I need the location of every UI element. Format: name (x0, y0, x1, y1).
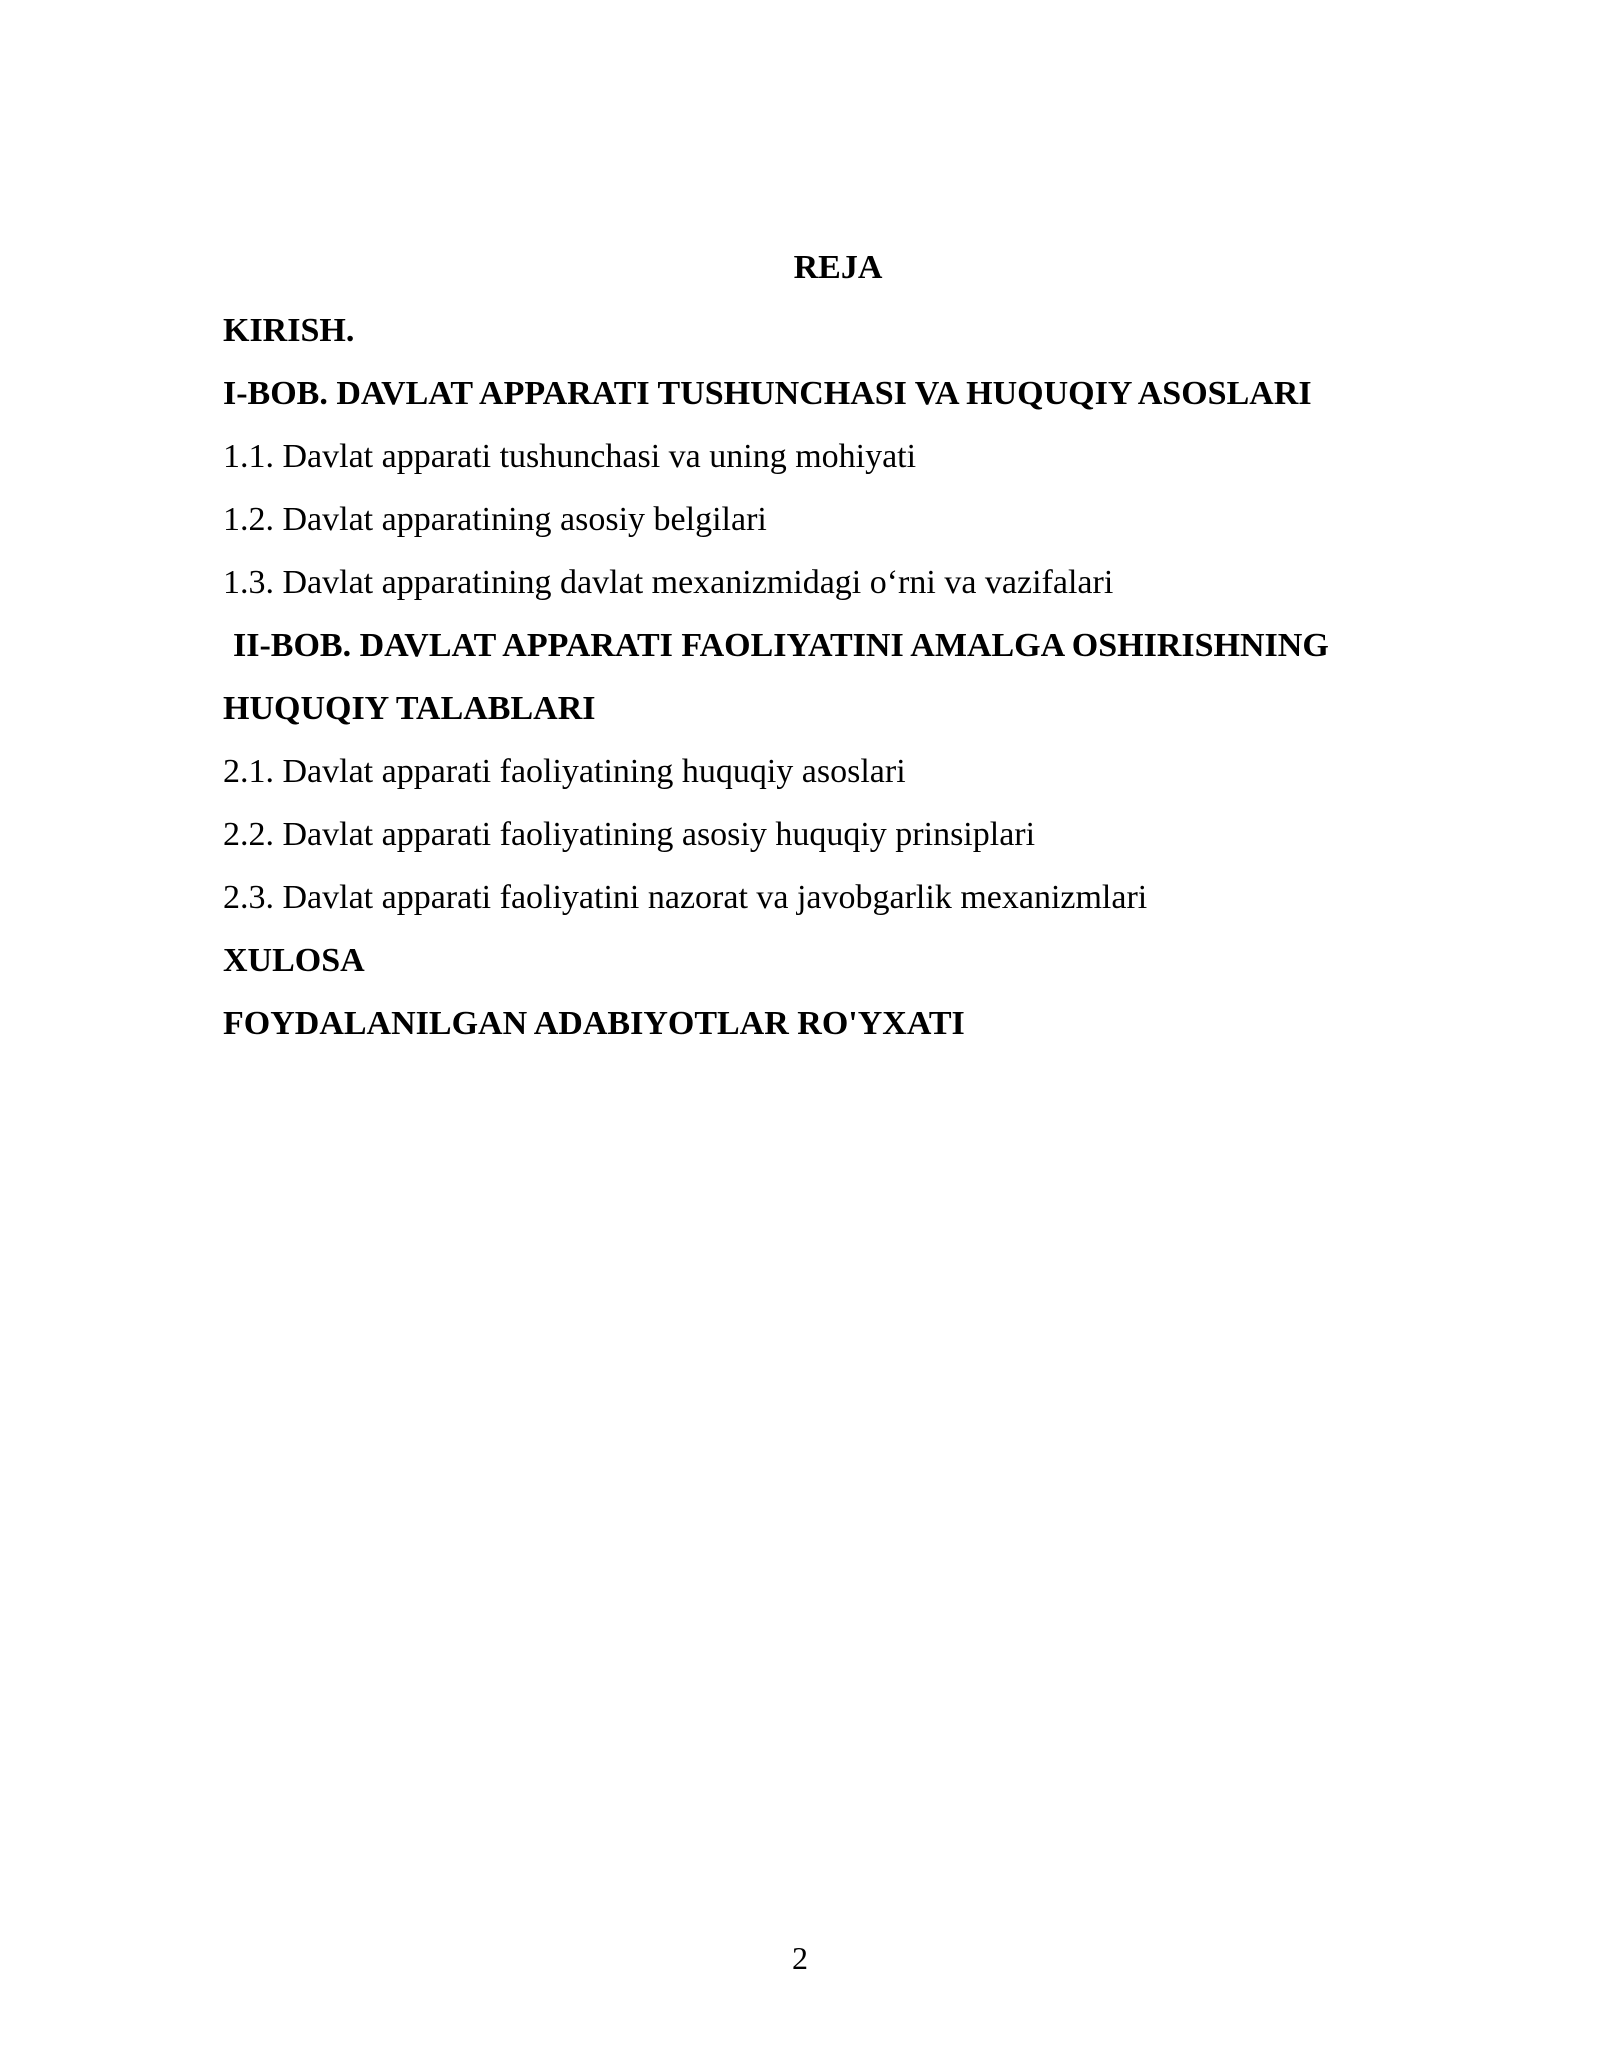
page-title: REJA (793, 249, 883, 286)
toc-chapter-2-heading-line-2: HUQUQIY TALABLARI (223, 690, 596, 727)
table-of-contents (223, 236, 1453, 1055)
toc-chapter-1-heading: I-BOB. DAVLAT APPARATI TUSHUNCHASI VA HUQUQIY ASOSLARI (223, 375, 1312, 412)
toc-section-2-1: 2.1. Davlat apparati faoliyatining huquqiy asoslari (223, 753, 906, 790)
toc-section-2-2: 2.2. Davlat apparati faoliyatining asosiy huquqiy prinsiplari (223, 816, 1036, 853)
toc-section-1-3: 1.3. Davlat apparatining davlat mexanizmidagi o‘rni va vazifalari (223, 564, 1114, 601)
toc-section-1-2: 1.2. Davlat apparatining asosiy belgilari (223, 501, 767, 538)
toc-conclusion: XULOSA (223, 942, 365, 979)
toc-intro: KIRISH. (223, 312, 355, 349)
toc-section-2-3: 2.3. Davlat apparati faoliyatini nazorat va javobgarlik mexanizmlari (223, 879, 1148, 916)
toc-chapter-2-heading-line-1: II-BOB. DAVLAT APPARATI FAOLIYATINI AMALGA OSHIRISHNING (233, 627, 1329, 664)
page-number: 2 (792, 1940, 808, 1976)
toc-section-1-1: 1.1. Davlat apparati tushunchasi va uning mohiyati (223, 438, 917, 475)
toc-references: FOYDALANILGAN ADABIYOTLAR RO'YXATI (223, 1005, 965, 1042)
